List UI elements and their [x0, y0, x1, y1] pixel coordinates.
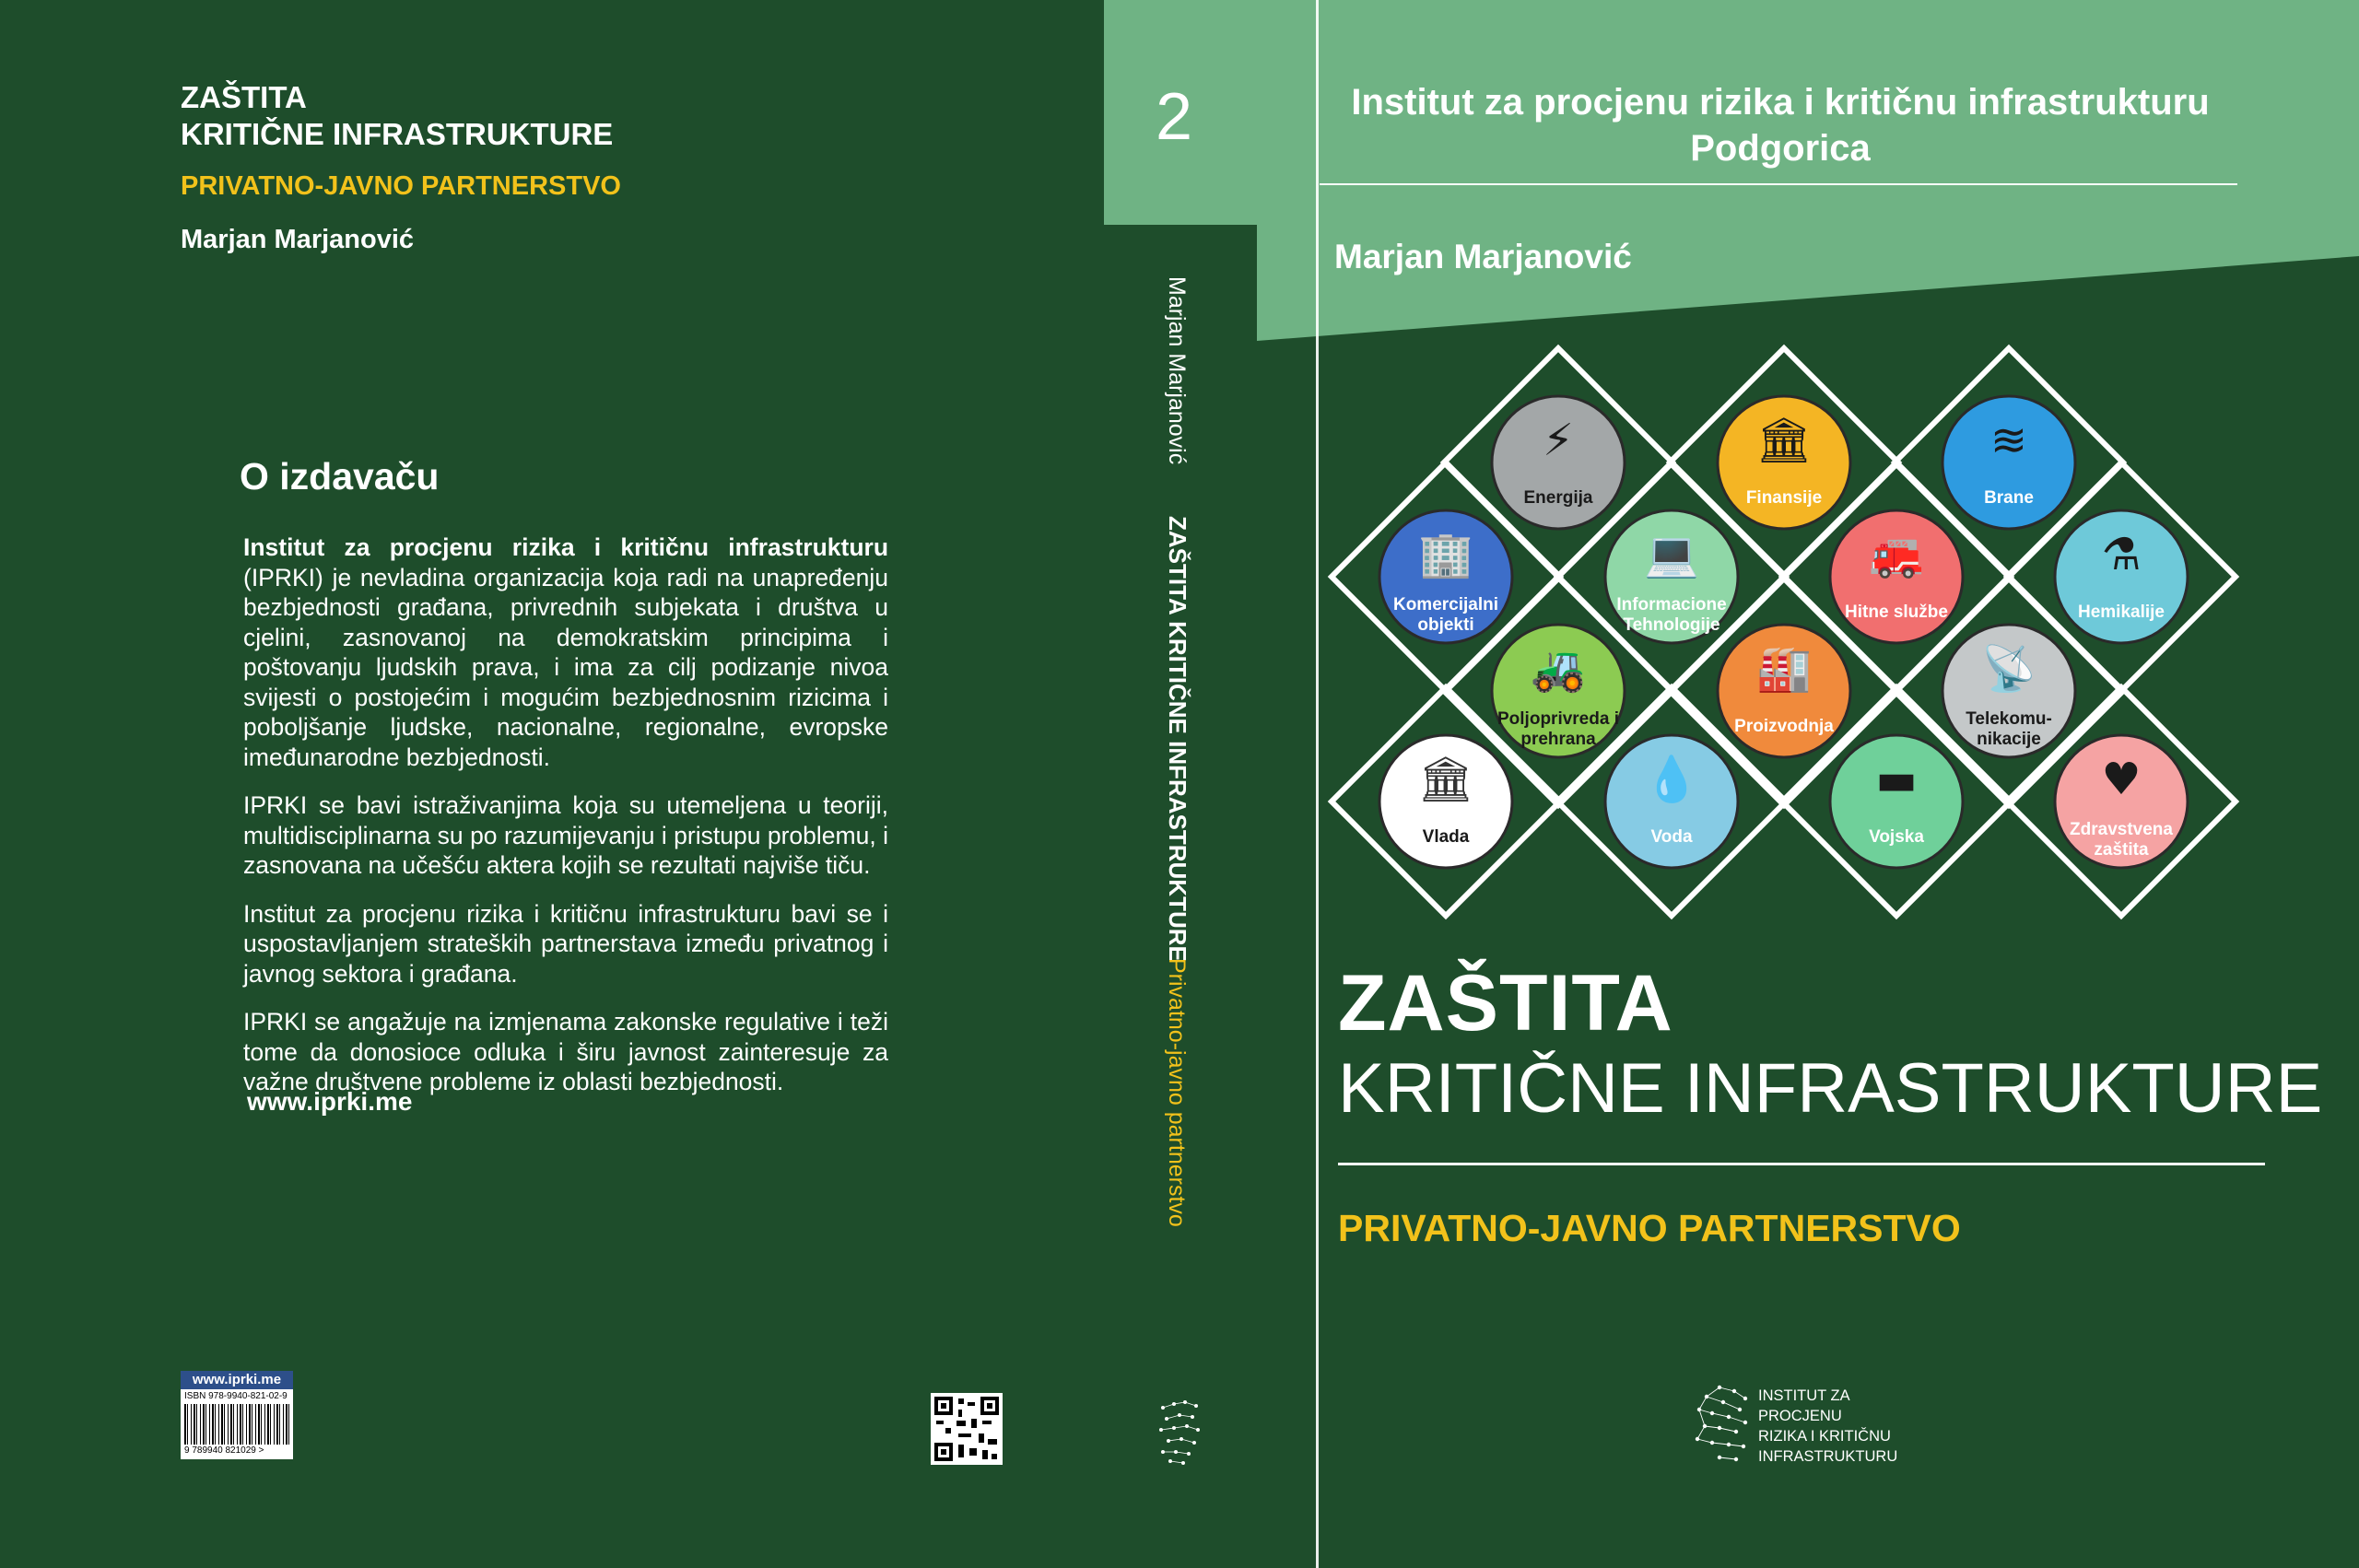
isbn-barcode: [181, 1371, 293, 1459]
barcode-number: 9 789940 821029 >: [184, 1445, 264, 1456]
tank-icon: ▬: [1875, 754, 1918, 805]
sector-label: Vlada: [1422, 827, 1470, 847]
sector-label-line2: zaštita: [2094, 840, 2149, 860]
sector-label-line2: prehrana: [1520, 730, 1596, 749]
antenna-icon: 📡: [1981, 643, 2036, 695]
sector-label: Finansije: [1745, 488, 1823, 508]
sector-14: [2055, 735, 2188, 868]
isbn-number: ISBN 978-9940-821-02-9: [184, 1391, 288, 1401]
sector-label-line2: Tehnologije: [1623, 615, 1720, 635]
sector-label: Energija: [1523, 488, 1593, 508]
sector-3: [1942, 396, 2075, 529]
about-paragraph-1-text: (IPRKI) je nevladina organizacija koja radi na unapređenju bezbjednosti građana, privrednih subjekata i društva u cjelini, zasnovanoj na demokratskim principima i poštovanju ljudskih prava, i ima za cilj podizanje nivoa svijesti o postojećim i mogućim bezbjednosnim rizicima i poboljšanje ljudske, nacionalne, regionalne, evropske imeđunarodne bezbjednosti.: [243, 563, 888, 771]
back-title: [181, 79, 613, 153]
sector-6: [1830, 510, 1963, 643]
front-subtitle: PRIVATNO-JAVNO PARTNERSTVO: [1338, 1207, 1961, 1249]
about-publisher-text: [243, 532, 888, 1116]
sector-label: Informacione: [1616, 595, 1727, 614]
spine-author: Marjan Marjanović: [1164, 276, 1190, 465]
sector-label: Proizvodnja: [1734, 717, 1834, 736]
sector-label: Hitne službe: [1845, 603, 1948, 622]
about-paragraph-4: IPRKI se angažuje na izmjenama zakonske regulative i teži tome da donosioce odluka i širu javnost zainteresuje za važne društvene probleme iz oblasti bezbjednosti.: [243, 1008, 888, 1095]
spine-logo-icon: [1156, 1398, 1203, 1471]
logo-line1: INSTITUT ZA: [1758, 1387, 1850, 1404]
back-title-line1: ZAŠTITA: [181, 80, 307, 114]
lightning-icon: ⚡: [1543, 415, 1574, 466]
sector-9: [1718, 625, 1850, 757]
about-paragraph-3: Institut za procjenu rizika i kritičnu infrastrukturu bavi se i uspostavljanjem strateških partnerstava između privatnog i javnog sektora i građana.: [243, 899, 888, 988]
sector-label-line2: objekti: [1417, 615, 1474, 635]
sector-label: Poljoprivreda i: [1497, 709, 1619, 729]
bank-icon: 🏛: [1755, 415, 1813, 466]
website-link[interactable]: www.iprki.me: [247, 1087, 413, 1116]
sector-2: [1718, 396, 1850, 529]
logo-line2: PROCJENU: [1758, 1408, 1842, 1424]
institute-logo-icon: [1692, 1382, 1753, 1469]
back-author: Marjan Marjanović: [181, 225, 415, 254]
fire-truck-icon: 🚒: [1869, 529, 1924, 580]
institute-line1: Institut za procjenu rizika i kritičnu infrastrukturu: [1351, 82, 2210, 123]
sector-1: [1492, 396, 1625, 529]
volume-number: 2: [1156, 80, 1193, 154]
computer-icon: 💻: [1644, 529, 1699, 580]
sector-label: Telekomu-: [1966, 709, 2052, 729]
sector-label-line2: nikacije: [1977, 730, 2041, 749]
buildings-icon: 🏢: [1418, 529, 1473, 580]
publisher-name: Institut za procjenu rizika i kritičnu infrastrukturu: [243, 533, 888, 561]
sector-label: Komercijalni: [1392, 595, 1499, 614]
qr-code-icon[interactable]: [931, 1393, 1003, 1465]
sector-13: [1830, 735, 1963, 868]
sector-5: [1605, 510, 1738, 643]
sector-label: Brane: [1984, 488, 2034, 508]
institute-logo-text: [1758, 1386, 1897, 1467]
sector-label: Hemikalije: [2078, 603, 2165, 622]
sector-11: [1379, 735, 1512, 868]
dam-icon: ≋: [1989, 415, 2028, 466]
heart-pulse-icon: ♥: [2101, 754, 2142, 805]
about-paragraph-1: [243, 532, 888, 772]
institute-name: [1320, 79, 2241, 171]
sector-8: [1492, 625, 1625, 757]
back-subtitle: PRIVATNO-JAVNO PARTNERSTVO: [181, 171, 621, 201]
barcode-bars: [184, 1404, 289, 1445]
logo-line4: INFRASTRUKTURU: [1758, 1448, 1898, 1465]
sector-10: [1942, 625, 2075, 757]
infrastructure-sector-grid: [1327, 341, 2258, 921]
back-title-line2: KRITIČNE INFRASTRUKTURE: [181, 117, 614, 151]
front-author: Marjan Marjanović: [1334, 238, 1632, 275]
about-paragraph-2: IPRKI se bavi istraživanjima koja su utemeljena u teoriji, multidisciplinarna su po razumijevanju i pristupu problemu, i zasnovana na učešću aktera kojih se rezultati najviše tiču.: [243, 791, 888, 879]
barcode-website-tag: www.iprki.me: [181, 1371, 293, 1389]
front-title-line2: KRITIČNE INFRASTRUKTURE: [1338, 1049, 2323, 1128]
sector-label: Vojska: [1869, 827, 1924, 847]
sector-7: [2055, 510, 2188, 643]
spine-subtitle: Privatno-javno partnerstvo: [1164, 958, 1190, 1227]
sector-label: Zdravstvena: [2070, 820, 2173, 839]
spine-divider-line: [1316, 0, 1319, 1568]
capitol-icon: 🏛: [1417, 754, 1474, 805]
sector-12: [1605, 735, 1738, 868]
sector-label: Voda: [1650, 827, 1693, 847]
institute-rule: [1320, 183, 2237, 185]
about-publisher-heading: O izdavaču: [240, 455, 440, 497]
logo-line3: RIZIKA I KRITIČNU: [1758, 1428, 1891, 1445]
factory-icon: 🏭: [1756, 643, 1812, 695]
spine-title: ZAŠTITA KRITIČNE INFRASTRUKTURE: [1164, 516, 1191, 962]
flask-icon: ⚗: [2101, 529, 2142, 580]
sector-4: [1379, 510, 1512, 643]
tractor-icon: 🚜: [1531, 643, 1586, 695]
institute-city: Podgorica: [1690, 128, 1871, 169]
front-title-line1: ZAŠTITA: [1338, 959, 1673, 1047]
title-rule: [1338, 1163, 2265, 1165]
water-drop-icon: 💧: [1644, 754, 1699, 805]
